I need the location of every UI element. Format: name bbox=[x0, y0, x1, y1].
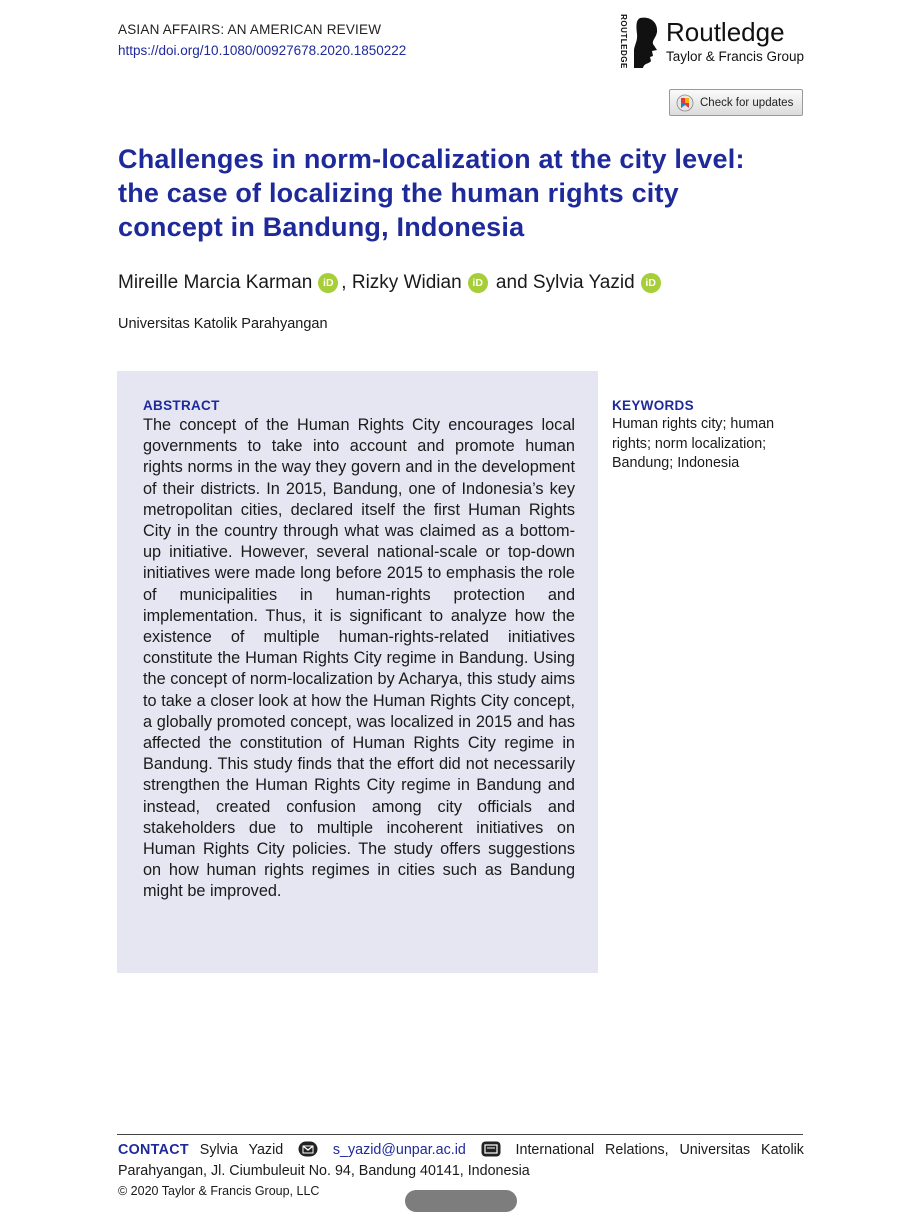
journal-name: ASIAN AFFAIRS: AN AMERICAN REVIEW bbox=[118, 22, 382, 37]
abstract-body: The concept of the Human Rights City encourages local governments to take into account and promote human rights norms in the way they govern and in the development of their districts. In 2015, Bandung, one of Indonesia’s key metropolitan cities, declared itself the first Human Rights City in the country through what was claimed as a bottom-up initiative. However, several national-scale or top-down initiatives were made long before 2015 to emphasis the role of municipalities in human-rights protection and implementation. Thus, it is significant to analyze how the existence of multiple human-rights-related initiatives constitute the Human Rights City regime in Bandung. Using the concept of norm-localization by Acharya, this study aims to take a closer look at how the Human Rights City concept, a globally promoted concept, was localized in 2015 and has affected the constitution of Human Rights City regime in Bandung. This study finds that the effort did not necessarily strengthen the Human Rights City regime in Bandung and instead, created confusion among city officials and stakeholders due to multiple incoherent initiatives on Human Rights City policies. The study offers suggestions on how human rights regimes in cities such as Bandung might be improved. bbox=[143, 416, 575, 901]
contact-email[interactable]: s_yazid@unpar.ac.id bbox=[332, 1142, 466, 1158]
contact-label: CONTACT bbox=[118, 1142, 189, 1158]
author-list bbox=[118, 272, 664, 294]
contact-block bbox=[118, 1140, 804, 1182]
author-affiliation: Universitas Katolik Parahyangan bbox=[118, 316, 328, 332]
orcid-icon[interactable]: iD bbox=[468, 273, 488, 293]
abstract-heading: ABSTRACT bbox=[143, 398, 220, 413]
copyright-notice: © 2020 Taylor & Francis Group, LLC bbox=[118, 1184, 320, 1198]
author-separator: and bbox=[490, 272, 533, 293]
address-icon bbox=[481, 1141, 501, 1157]
crossmark-icon bbox=[676, 94, 694, 112]
doi-link[interactable]: https://doi.org/10.1080/00927678.2020.1850222 bbox=[118, 43, 407, 58]
publisher-logo bbox=[614, 14, 814, 72]
orcid-icon[interactable]: iD bbox=[318, 273, 338, 293]
publisher-name: Routledge bbox=[666, 17, 785, 47]
publisher-group: Taylor & Francis Group bbox=[666, 49, 805, 64]
orcid-icon[interactable]: iD bbox=[641, 273, 661, 293]
author-name: Mireille Marcia Karman bbox=[118, 272, 313, 293]
contact-address: International Relations, Universitas Katolik Parahyangan, Jl. Ciumbuleuit No. 94, Bandung 40141, Indonesia bbox=[118, 1142, 804, 1179]
article-title: Challenges in norm-localization at the city level: the case of localizing the human rights city concept in Bandung, Indonesia bbox=[118, 144, 745, 242]
author-name: Rizky Widian bbox=[351, 272, 462, 293]
keywords-heading: KEYWORDS bbox=[612, 398, 694, 413]
check-for-updates-button[interactable] bbox=[669, 89, 803, 116]
check-for-updates-label: Check for updates bbox=[700, 96, 794, 109]
author-name: Sylvia Yazid bbox=[532, 272, 635, 293]
author-separator: , bbox=[341, 272, 352, 293]
page-scroll-indicator[interactable] bbox=[405, 1190, 517, 1212]
routledge-head-icon bbox=[634, 16, 660, 68]
publisher-vertical-text: ROUTLEDGE bbox=[618, 13, 628, 69]
contact-name: Sylvia Yazid bbox=[199, 1142, 284, 1158]
email-icon bbox=[298, 1141, 318, 1157]
footer-divider bbox=[117, 1134, 803, 1135]
keywords-list: Human rights city; human rights; norm localization; Bandung; Indonesia bbox=[612, 416, 775, 471]
